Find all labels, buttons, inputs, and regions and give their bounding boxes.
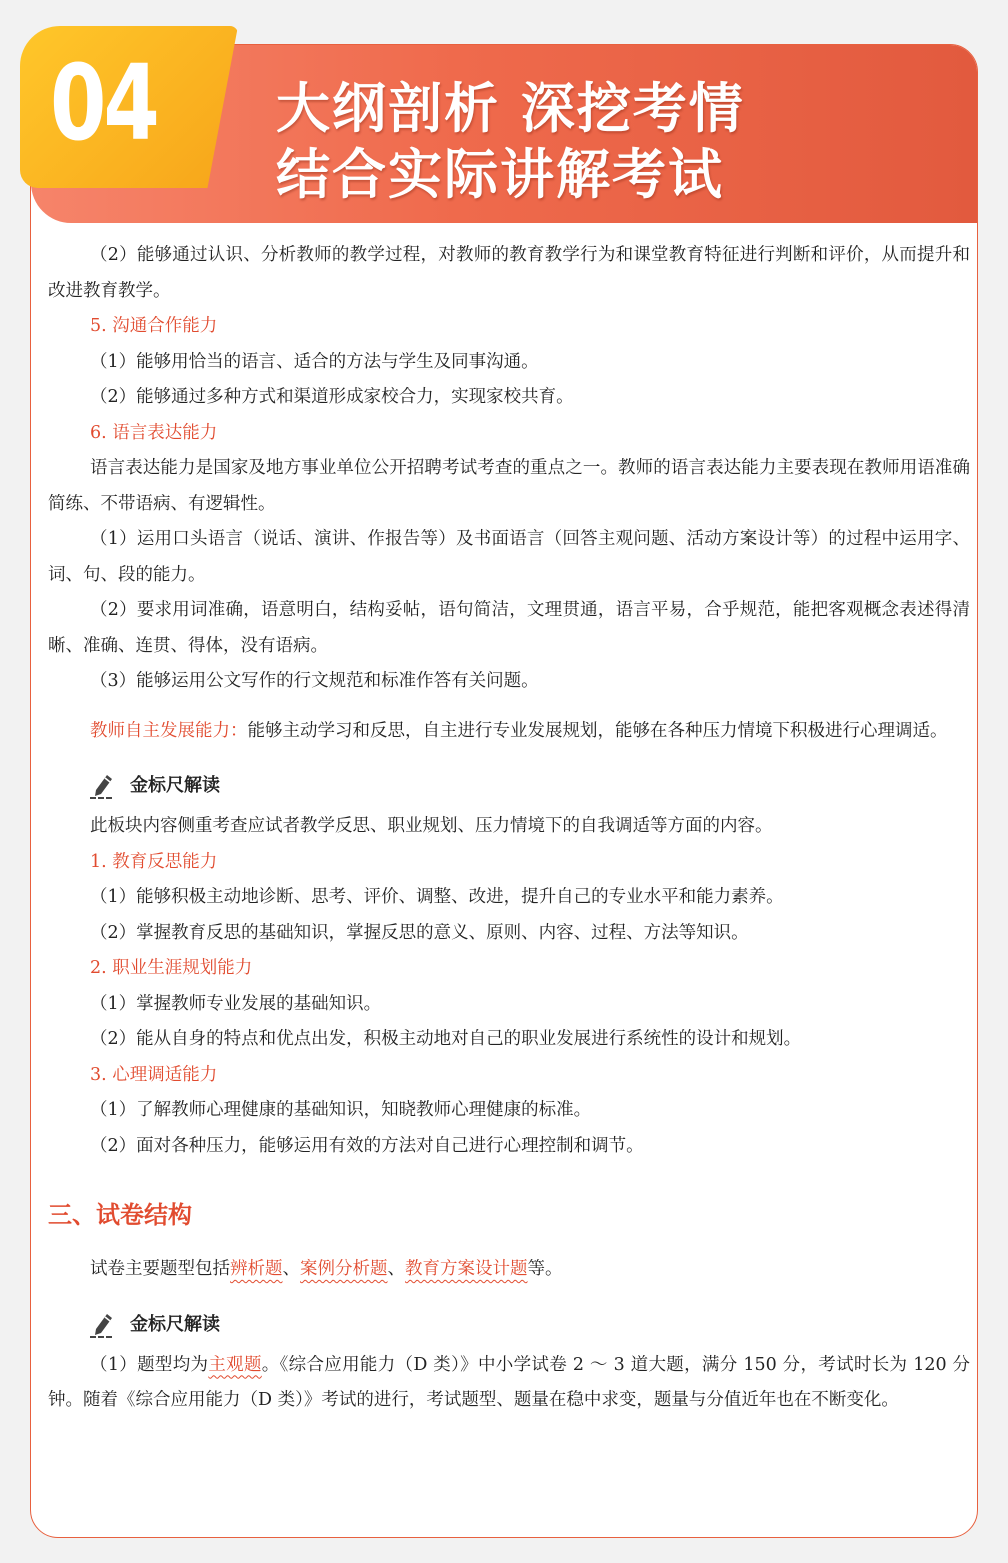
subheading: 6. 语言表达能力 [90,422,218,443]
paragraph: 此板块内容侧重考查应试者教学反思、职业规划、压力情境下的自我调适等方面的内容。 [90,816,773,836]
type-link: 案例分析题 [300,1259,388,1279]
keyword: 主观题 [208,1354,262,1375]
type-link: 教育方案设计题 [405,1259,528,1279]
paragraph: 语言表达能力是国家及地方事业单位公开招聘考试考查的重点之一。教师的语言表达能力主要表现在教师用语准确简练、不带语病、有逻辑性。 [48,458,970,514]
paragraph: （1）掌握教师专业发展的基础知识。 [90,993,382,1014]
section-title: 三、试卷结构 [48,1201,192,1229]
highlight-text: 能够主动学习和反思，自主进行专业发展规划，能够在各种压力情境下积极进行心理调适。 [247,720,948,741]
pencil-icon [90,1311,116,1339]
paragraph: （2）能够通过多种方式和渠道形成家校合力，实现家校共育。 [90,387,574,407]
paragraph: （2）要求用词准确，语意明白，结构妥帖，语句简洁，文理贯通，语言平易，合乎规范，能把客观概念表述得清晰、准确、连贯、得体，没有语病。 [48,600,970,656]
reading-heading [48,763,970,809]
main-content [48,238,970,1419]
banner-title-line1: 大纲剖析 深挖考情 [276,77,745,140]
reading-title: 金标尺解读 [130,775,220,797]
paragraph: （1）能够用恰当的语言、适合的方法与学生及同事沟通。 [90,351,539,372]
subheading: 1. 教育反思能力 [90,851,218,872]
type-link: 辨析题 [230,1259,283,1279]
question-types: 试卷主要题型包括辨析题、案例分析题、教育方案设计题等。 [90,1259,563,1279]
subheading: 3. 心理调适能力 [90,1064,218,1085]
paragraph: （2）面对各种压力，能够运用有效的方法对自己进行心理控制和调节。 [90,1135,644,1156]
pencil-icon [90,772,116,800]
subheading: 2. 职业生涯规划能力 [90,958,253,978]
highlight-label: 教师自主发展能力： [90,720,248,741]
banner-title-line2: 结合实际讲解考试 [276,143,724,206]
paragraph: （2）能够通过认识、分析教师的教学过程，对教师的教育教学行为和课堂教育特征进行判断和评价，从而提升和改进教育教学。 [48,245,970,301]
paragraph: （3）能够运用公文写作的行文规范和标准作答有关问题。 [90,671,539,691]
chapter-number: 04 [50,42,157,164]
highlight-paragraph [48,714,970,750]
subheading: 5. 沟通合作能力 [90,316,218,336]
paragraph: （1）题型均为主观题。《综合应用能力（D 类）》中小学试卷 2 ～ 3 道大题，满分 150 分，考试时长为 120 分钟。随着《综合应用能力（D 类）》考试的进行，考试题型、题量在稳中求变，题量与分值近年也在不断变化。 [48,1354,971,1410]
reading-title: 金标尺解读 [130,1313,220,1335]
paragraph: （2）掌握教育反思的基础知识，掌握反思的意义、原则、内容、过程、方法等知识。 [90,922,749,943]
reading-heading [48,1302,970,1348]
paragraph: （2）能从自身的特点和优点出发，积极主动地对自己的职业发展进行系统性的设计和规划。 [90,1029,802,1049]
paragraph: （1）运用口头语言（说话、演讲、作报告等）及书面语言（回答主观问题、活动方案设计等）的过程中运用字、词、句、段的能力。 [48,529,970,585]
paragraph: （1）了解教师心理健康的基础知识，知晓教师心理健康的标准。 [90,1100,592,1120]
paragraph: （1）能够积极主动地诊断、思考、评价、调整、改进，提升自己的专业水平和能力素养。 [90,887,784,907]
